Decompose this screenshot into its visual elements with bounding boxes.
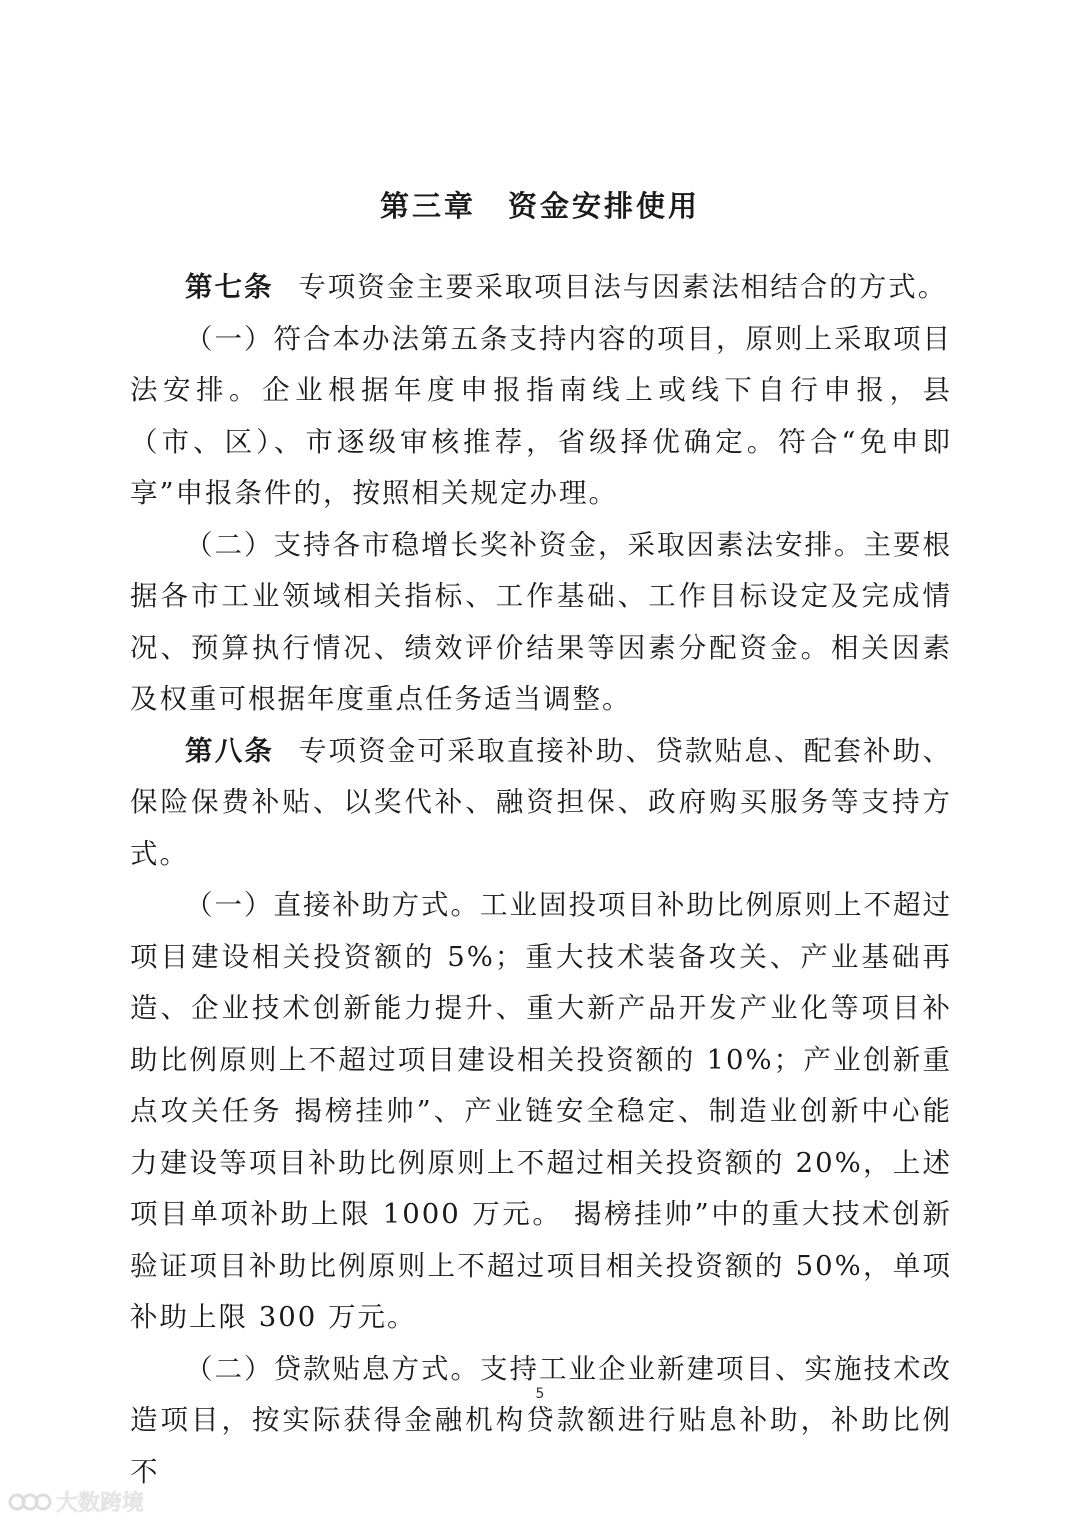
paragraph-text: （一）直接补助方式。工业固投项目补助比例原则上不超过项目建设相关投资额的 5%；重大技术装备攻关、产业基础再造、企业技术创新能力提升、重大新产品开发产业化等项目补助比例原则上不超过项目建设相关投资额的 10%；产业创新重点攻关任务 揭榜挂帅”、产业链安全稳定、制造业创新中心能力建设等项目补助比例原则上不超过相关投资额的 20%，上述项目单项补助上限 1000 万元。 揭榜挂帅”中的重大技术创新验证项目补助比例原则上不超过项目相关投资额的 50%，单项补助上限 300 万元。 (130, 889, 952, 1333)
chapter-title: 第三章 资金安排使用 (379, 189, 700, 224)
watermark-text: 大数跨境 (56, 1491, 145, 1516)
article-number: 第八条 (185, 734, 275, 767)
logo-icon (8, 1489, 52, 1515)
paragraph-text: （二）支持各市稳增长奖补资金，采取因素法安排。主要根据各市工业领域相关指标、工作基础、工作目标设定及完成情况、预算执行情况、绩效评价结果等因素分配资金。相关因素及权重可根据年度重点任务适当调整。 (130, 528, 952, 715)
watermark (8, 1486, 144, 1517)
paragraph-text: 专项资金可采取直接补助、贷款贴息、配套补助、保险保费补贴、以奖代补、融资担保、政府购买服务等支持方式。 (130, 734, 952, 870)
paragraph (130, 1344, 952, 1499)
article-number: 第七条 (185, 271, 274, 303)
body-text (130, 262, 952, 1498)
paragraph-article-8 (130, 726, 952, 881)
paragraph (130, 520, 952, 726)
paragraph-text: （一）符合本办法第五条支持内容的项目，原则上采取项目法安排。企业根据年度申报指南线上或线下自行申报，县（市、区）、市逐级审核推荐，省级择优确定。符合“免申即享”申报条件的，按照相关规定办理。 (130, 322, 952, 509)
paragraph-text: （二）贷款贴息方式。支持工业企业新建项目、实施技术改造项目，按实际获得金融机构贷款额进行贴息补助，补助比例不 (130, 1352, 952, 1488)
page-number: 5 (535, 1386, 545, 1402)
paragraph (130, 314, 952, 520)
paragraph-article-7 (130, 262, 952, 314)
paragraph (130, 880, 952, 1344)
paragraph-text: 专项资金主要采取项目法与因素法相结合的方式。 (298, 271, 948, 303)
